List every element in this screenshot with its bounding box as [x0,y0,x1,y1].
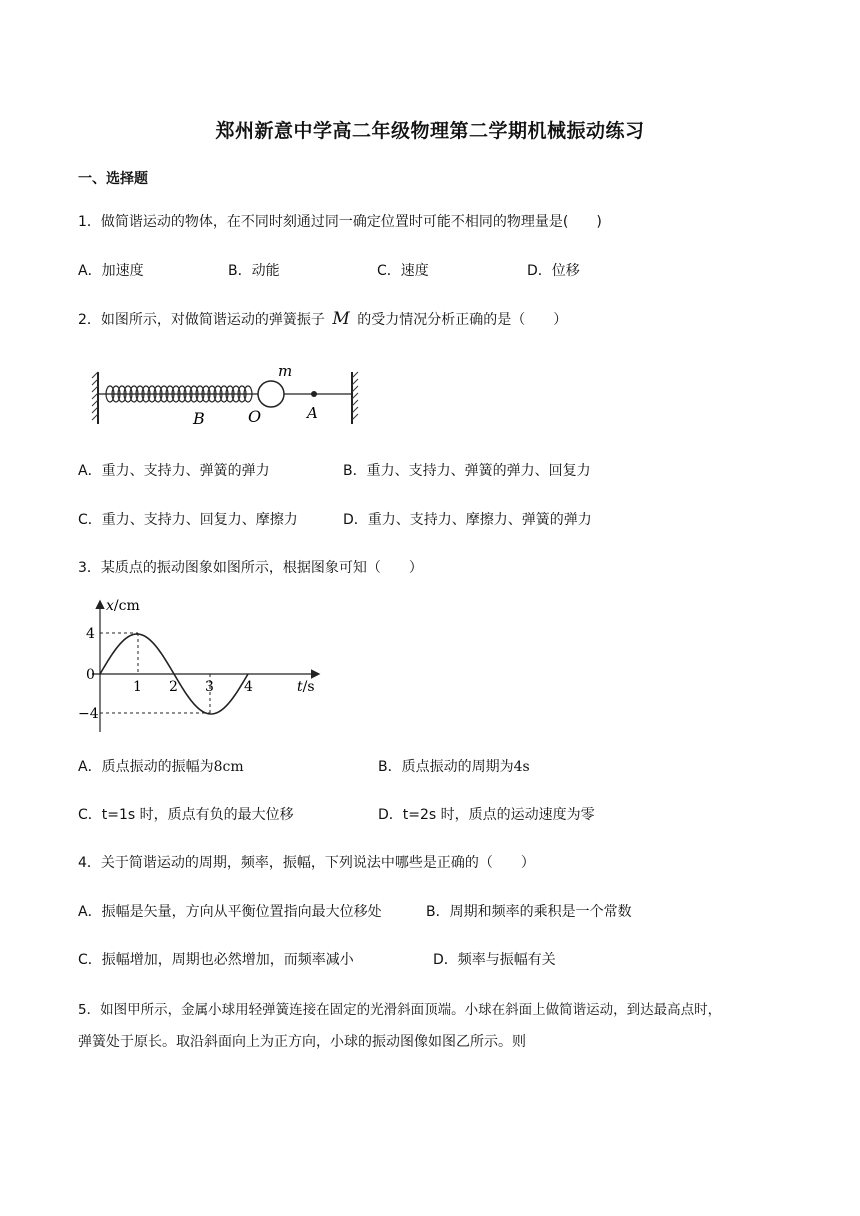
question-2-stem-part-b: 的受力情况分析正确的是（ ） [357,312,568,328]
question-4-option-a: A．振幅是矢量，方向从平衡位置指向最大位移处 [78,904,382,920]
label-b: B [193,409,205,428]
y-tick-neg4: −4 [78,706,99,722]
question-2-stem-part-a: 2．如图所示，对做简谐运动的弹簧振子 [78,312,325,328]
question-3-option-a-value: 8cm [213,759,244,775]
question-2-variable-m: M [332,309,350,329]
section-heading-choice: 一、选择题 [78,171,148,187]
vibration-graph [78,592,327,738]
y-tick-0: 0 [86,667,95,683]
question-1-option-a: A．加速度 [78,263,144,279]
question-3-option-b-value: 4s [513,759,530,775]
label-a: A [307,404,318,422]
question-5-line-2: 弹簧处于原长。取沿斜面向上为正方向，小球的振动图像如图乙所示。则 [78,1034,526,1050]
question-2-option-d: D．重力、支持力、摩擦力、弹簧的弹力 [343,512,592,528]
question-2-option-a: A．重力、支持力、弹簧的弹力 [78,463,270,479]
question-1-stem: 1．做简谐运动的物体，在不同时刻通过同一确定位置时可能不相同的物理量是( ) [78,214,602,230]
label-m: m [278,362,293,380]
question-4-option-b: B．周期和频率的乘积是一个常数 [426,904,632,920]
question-4-option-c: C．振幅增加，周期也必然增加，而频率减小 [78,952,354,968]
question-5-line-1: 5．如图甲所示，金属小球用轻弹簧连接在固定的光滑斜面顶端。小球在斜面上做简谐运动，到达最高点时， [78,1002,722,1018]
x-axis-label: t/s [297,679,315,695]
ball-m [258,381,284,407]
spring-oscillator-figure [88,358,363,428]
question-3-stem: 3．某质点的振动图象如图所示，根据图象可知（ ） [78,560,423,576]
point-a [311,391,317,397]
question-4-stem: 4．关于简谐运动的周期，频率，振幅，下列说法中哪些是正确的（ ） [78,855,535,871]
x-tick-4: 4 [244,679,253,695]
question-3-option-b-text: B．质点振动的周期为 [378,759,514,775]
question-4-option-d: D．频率与振幅有关 [433,952,556,968]
x-tick-1: 1 [133,679,142,695]
x-tick-2: 2 [169,679,178,695]
y-axis-label: x/cm [106,598,140,614]
question-3-option-d: D．t=2s 时，质点的运动速度为零 [378,807,595,823]
question-3-option-a [78,756,244,776]
question-3-option-c: C．t=1s 时，质点有负的最大位移 [78,807,294,823]
question-2-option-b: B．重力、支持力、弹簧的弹力、回复力 [343,463,591,479]
question-1-option-b: B．动能 [228,263,280,279]
question-2-option-c: C．重力、支持力、回复力、摩擦力 [78,512,298,528]
question-2-stem [78,309,567,329]
question-3-option-a-text: A．质点振动的振幅为 [78,759,214,775]
question-3-option-b [378,756,530,776]
x-tick-3: 3 [205,679,214,695]
label-o: O [248,407,262,426]
question-1-option-c: C．速度 [377,263,429,279]
page-title: 郑州新意中学高二年级物理第二学期机械振动练习 [215,120,645,142]
question-1-option-d: D．位移 [527,263,580,279]
y-tick-4: 4 [86,626,95,642]
